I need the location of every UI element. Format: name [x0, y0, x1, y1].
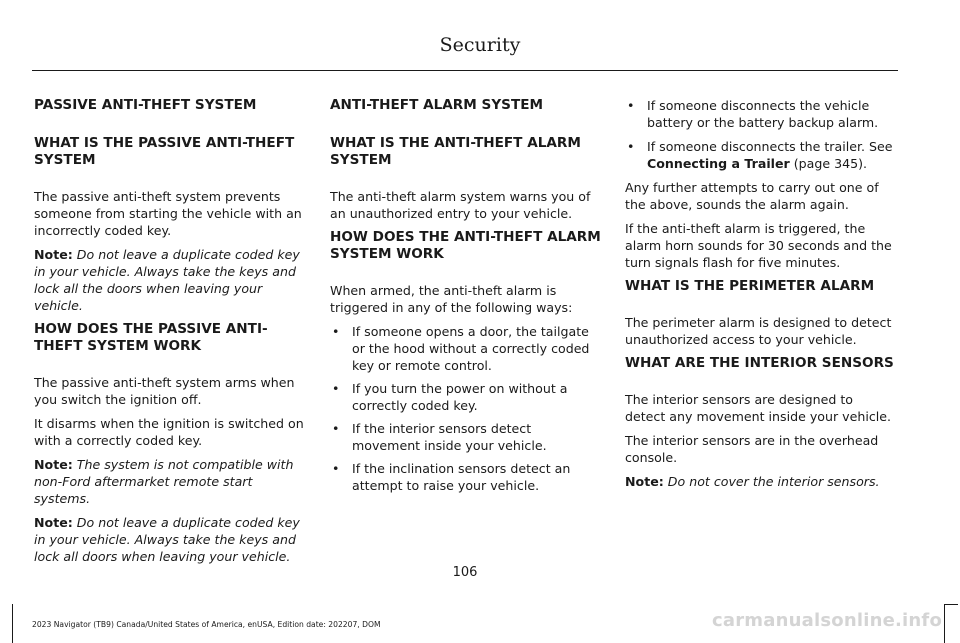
note-label: Note: — [34, 515, 73, 530]
bullet-icon: • — [332, 324, 340, 339]
note — [34, 514, 306, 565]
section-heading: ANTI-THEFT ALARM SYSTEM — [330, 97, 544, 113]
note-text: Do not leave a duplicate coded key in your vehicle. Always take the keys and lock all doors when leaving your vehicle. — [34, 515, 300, 564]
list-item-text: If someone disconnects the vehicle battery or the battery backup alarm. — [647, 98, 879, 130]
list-item-text: If someone disconnects the trailer. See — [647, 139, 893, 154]
note — [625, 473, 897, 490]
note-label: Note: — [625, 474, 664, 489]
paragraph: The passive anti-theft system arms when you switch the ignition off. — [34, 375, 295, 407]
list-item-text: If you turn the power on without a correctly coded key. — [352, 381, 568, 413]
crop-mark-right — [944, 604, 945, 643]
note-text: Do not cover the interior sensors. — [663, 474, 880, 489]
column-right — [625, 97, 897, 497]
paragraph: The interior sensors are designed to detect any movement inside your vehicle. — [625, 392, 892, 424]
paragraph: If the anti-theft alarm is triggered, the alarm horn sounds for 30 seconds and the turn signals flash for five minutes. — [625, 221, 892, 270]
note — [34, 246, 306, 314]
bullet-icon: • — [332, 381, 340, 396]
list-item — [330, 460, 602, 494]
list-item-text: If the interior sensors detect movement inside your vehicle. — [352, 421, 547, 453]
column-left — [34, 97, 306, 572]
list-item-text: If someone opens a door, the tailgate or the hood without a correctly coded key or remote control. — [352, 324, 590, 373]
paragraph: The perimeter alarm is designed to detect unauthorized access to your vehicle. — [625, 315, 892, 347]
note-label: Note: — [34, 247, 73, 262]
list-item — [330, 323, 602, 374]
bullet-list — [625, 138, 897, 172]
section-heading: PASSIVE ANTI-THEFT SYSTEM — [34, 97, 257, 113]
list-item — [330, 420, 602, 454]
note-label: Note: — [34, 457, 73, 472]
list-item — [625, 138, 897, 172]
note — [34, 456, 306, 507]
subsection-heading: WHAT ARE THE INTERIOR SENSORS — [625, 355, 894, 371]
paragraph: The passive anti-theft system prevents someone from starting the vehicle with an incorrectly coded key. — [34, 189, 302, 238]
page-number: 106 — [452, 565, 478, 580]
subsection-heading: HOW DOES THE ANTI-THEFT ALARM SYSTEM WORK — [330, 229, 601, 262]
page-reference: (page 345). — [789, 156, 868, 171]
page-title: Security — [439, 34, 521, 56]
paragraph: Any further attempts to carry out one of the above, sounds the alarm again. — [625, 180, 879, 212]
bullet-list — [330, 323, 602, 494]
paragraph: When armed, the anti-theft alarm is triggered in any of the following ways: — [330, 283, 573, 315]
bullet-icon: • — [627, 139, 635, 154]
bullet-icon: • — [627, 98, 635, 113]
header-divider — [32, 70, 898, 71]
subsection-heading: HOW DOES THE PASSIVE ANTI-THEFT SYSTEM WORK — [34, 321, 268, 354]
subsection-heading: WHAT IS THE PASSIVE ANTI-THEFT SYSTEM — [34, 135, 295, 168]
cross-reference-link[interactable]: Connecting a Trailer — [647, 156, 790, 171]
edition-footer: 2023 Navigator (TB9) Canada/United States of America, enUSA, Edition date: 202207, DOM — [32, 620, 381, 629]
note-text: Do not leave a duplicate coded key in your vehicle. Always take the keys and lock all the doors when leaving your vehicle. — [34, 247, 300, 313]
paragraph: It disarms when the ignition is switched on with a correctly coded key. — [34, 416, 304, 448]
crop-mark-left — [12, 604, 13, 643]
list-item-text: If the inclination sensors detect an attempt to raise your vehicle. — [352, 461, 571, 493]
bullet-list — [625, 97, 897, 131]
bullet-icon: • — [332, 461, 340, 476]
subsection-heading: WHAT IS THE PERIMETER ALARM — [625, 278, 875, 294]
list-item — [330, 380, 602, 414]
subsection-heading: WHAT IS THE ANTI-THEFT ALARM SYSTEM — [330, 135, 581, 168]
paragraph: The anti-theft alarm system warns you of an unauthorized entry to your vehicle. — [330, 189, 591, 221]
column-middle — [330, 97, 602, 501]
list-item — [625, 97, 897, 131]
paragraph: The interior sensors are in the overhead console. — [625, 433, 879, 465]
note-text: The system is not compatible with non-Ford aftermarket remote start systems. — [34, 457, 294, 506]
bullet-icon: • — [332, 421, 340, 436]
crop-mark-right-tick — [944, 604, 958, 605]
watermark-logo: carmanualsonline.info — [712, 610, 943, 631]
